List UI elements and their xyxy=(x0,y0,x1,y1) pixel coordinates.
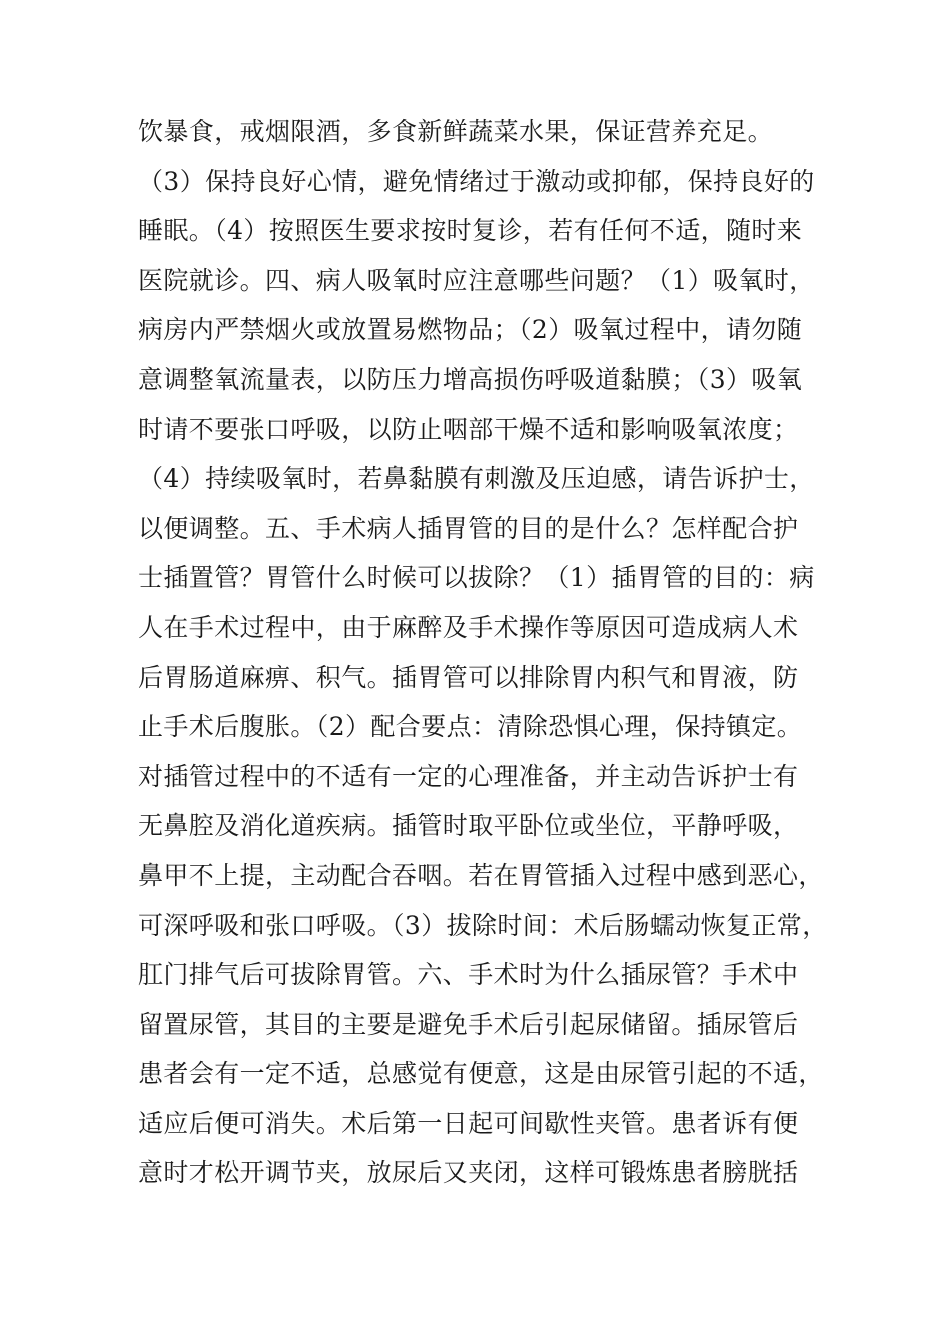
text-line-3: 睡眠。（4）按照医生要求按时复诊，若有任何不适，随时来 xyxy=(138,216,803,246)
text-line-15: 无鼻腔及消化道疾病。插管时取平卧位或坐位，平静呼吸， xyxy=(138,811,799,841)
text-line-20: 患者会有一定不适，总感觉有便意，这是由尿管引起的不适， xyxy=(138,1059,824,1089)
text-line-1: 饮暴食，戒烟限酒，多食新鲜蔬菜水果，保证营养充足。 xyxy=(138,117,774,146)
text-line-9: 以便调整。五、手术病人插胃管的目的是什么？怎样配合护 xyxy=(138,513,799,543)
text-line-14: 对插管过程中的不适有一定的心理准备，并主动告诉护士有 xyxy=(138,761,799,791)
text-line-17: 可深呼吸和张口呼吸。（3）拔除时间：术后肠蠕动恢复正常， xyxy=(138,910,828,940)
text-line-22: 意时才松开调节夹，放尿后又夹闭，这样可锻炼患者膀胱括 xyxy=(138,1158,799,1188)
body-text xyxy=(138,107,838,1198)
text-line-10: 士插置管？胃管什么时候可以拔除？（1）插胃管的目的：病 xyxy=(138,563,815,593)
text-line-16: 鼻甲不上提，主动配合吞咽。若在胃管插入过程中感到恶心， xyxy=(138,860,824,890)
text-line-8: （4）持续吸氧时，若鼻黏膜有刺激及压迫感，请告诉护士， xyxy=(138,464,815,494)
text-line-13: 止手术后腹胀。（2）配合要点：清除恐惧心理，保持镇定。 xyxy=(138,712,803,742)
text-line-19: 留置尿管，其目的主要是避免手术后引起尿储留。插尿管后 xyxy=(138,1009,799,1039)
text-line-6: 意调整氧流量表，以防压力增高损伤呼吸道黏膜；（3）吸氧 xyxy=(138,364,803,394)
text-line-12: 后胃肠道麻痹、积气。插胃管可以排除胃内积气和胃液，防 xyxy=(138,662,799,692)
text-line-7: 时请不要张口呼吸，以防止咽部干燥不适和影响吸氧浓度； xyxy=(138,414,799,444)
text-line-5: 病房内严禁烟火或放置易燃物品；（2）吸氧过程中，请勿随 xyxy=(138,315,803,345)
text-line-2: （3）保持良好心情，避免情绪过于激动或抑郁，保持良好的 xyxy=(138,166,815,196)
text-line-21: 适应后便可消失。术后第一日起可间歇性夹管。患者诉有便 xyxy=(138,1108,799,1138)
text-line-18: 肛门排气后可拔除胃管。六、手术时为什么插尿管？手术中 xyxy=(138,960,799,990)
text-line-11: 人在手术过程中，由于麻醉及手术操作等原因可造成病人术 xyxy=(138,612,799,642)
text-line-4: 医院就诊。四、病人吸氧时应注意哪些问题？（1）吸氧时， xyxy=(138,265,815,295)
